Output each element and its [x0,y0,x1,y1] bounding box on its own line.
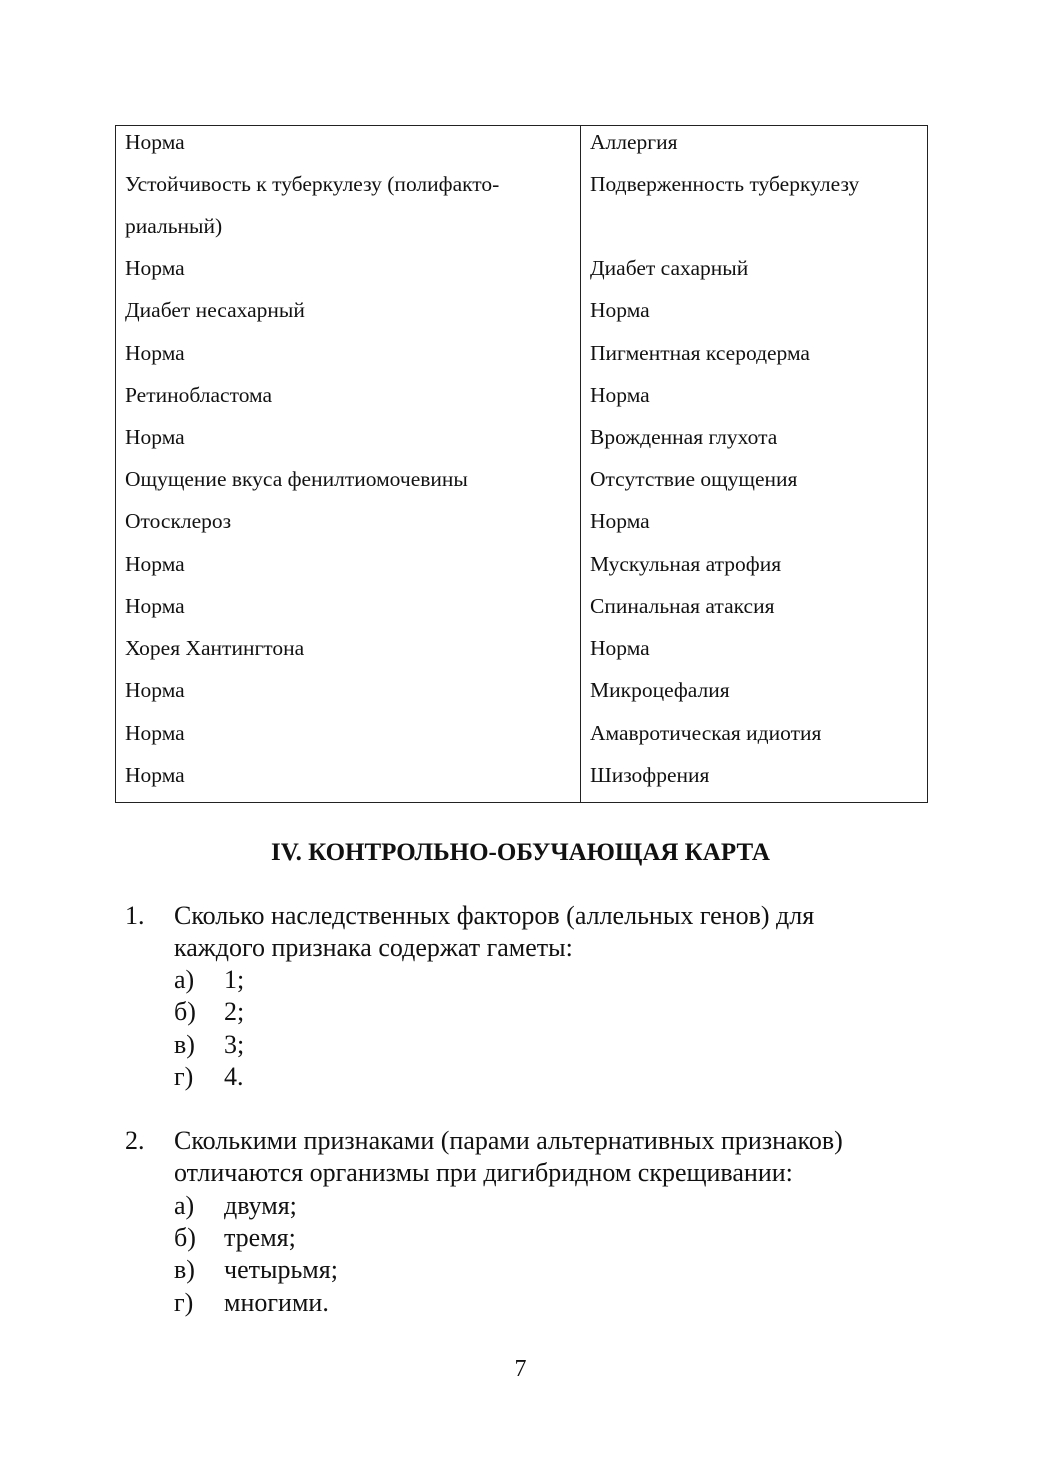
table-cell: Норма [590,298,650,322]
question-number: 2. [125,1126,145,1155]
table-cell: Амавротическая идиотия [590,721,822,745]
question-text: отличаются организмы при дигибридном скрещивании: [174,1158,793,1187]
table-cell: риальный) [125,214,223,238]
option-letter: а) [174,1191,195,1220]
table-cell: Шизофрения [590,763,710,787]
option-text: 2; [224,997,245,1026]
table-cell: Устойчивость к туберкулезу (полифакто- [125,172,500,196]
table-cell: Норма [590,509,650,533]
table-cell: Подверженность туберкулезу [590,172,860,196]
question-text: Сколькими признаками (парами альтернативных признаков) [174,1126,843,1155]
table-cell: Спинальная атаксия [590,594,775,618]
traits-table [115,125,928,803]
table-cell: Норма [125,678,185,702]
table-cell: Норма [125,552,185,576]
table-cell: Отсутствие ощущения [590,467,798,491]
table-cell: Норма [125,130,185,154]
option-text: 1; [224,965,245,994]
option-letter: б) [174,1223,196,1252]
option-text: двумя; [224,1191,297,1220]
question-number: 1. [125,901,145,930]
table-cell: Норма [125,256,185,280]
table-cell: Норма [125,594,185,618]
option-text: 4. [224,1062,244,1091]
table-cell: Ретинобластома [125,383,273,407]
option-letter: б) [174,997,196,1026]
section-heading: IV. КОНТРОЛЬНО-ОБУЧАЮЩАЯ КАРТА [271,839,770,866]
table-cell: Ощущение вкуса фенилтиомочевины [125,467,468,491]
option-text: тремя; [224,1223,296,1252]
table-cell: Норма [125,341,185,365]
table-cell: Отосклероз [125,509,232,533]
option-letter: в) [174,1030,195,1059]
table-cell: Врожденная глухота [590,425,778,449]
table-cell: Хорея Хантингтона [125,636,305,660]
table-cell: Норма [125,425,185,449]
table-cell: Пигментная ксеродерма [590,341,810,365]
table-cell: Аллергия [590,130,678,154]
option-text: четырьмя; [224,1255,338,1284]
table-cell: Норма [125,763,185,787]
table-cell: Диабет несахарный [125,298,305,322]
table-cell: Микроцефалия [590,678,730,702]
table-cell: Диабет сахарный [590,256,749,280]
option-text: 3; [224,1030,245,1059]
option-letter: г) [174,1062,194,1091]
table-column-divider [580,126,581,802]
option-letter: в) [174,1255,195,1284]
question-text: Сколько наследственных факторов (аллельных генов) для [174,901,815,930]
page-number: 7 [514,1356,527,1382]
option-letter: а) [174,965,195,994]
option-letter: г) [174,1288,194,1317]
table-cell: Норма [125,721,185,745]
question-text: каждого признака содержат гаметы: [174,933,573,962]
table-cell: Норма [590,636,650,660]
option-text: многими. [224,1288,329,1317]
table-cell: Мускульная атрофия [590,552,782,576]
table-cell: Норма [590,383,650,407]
